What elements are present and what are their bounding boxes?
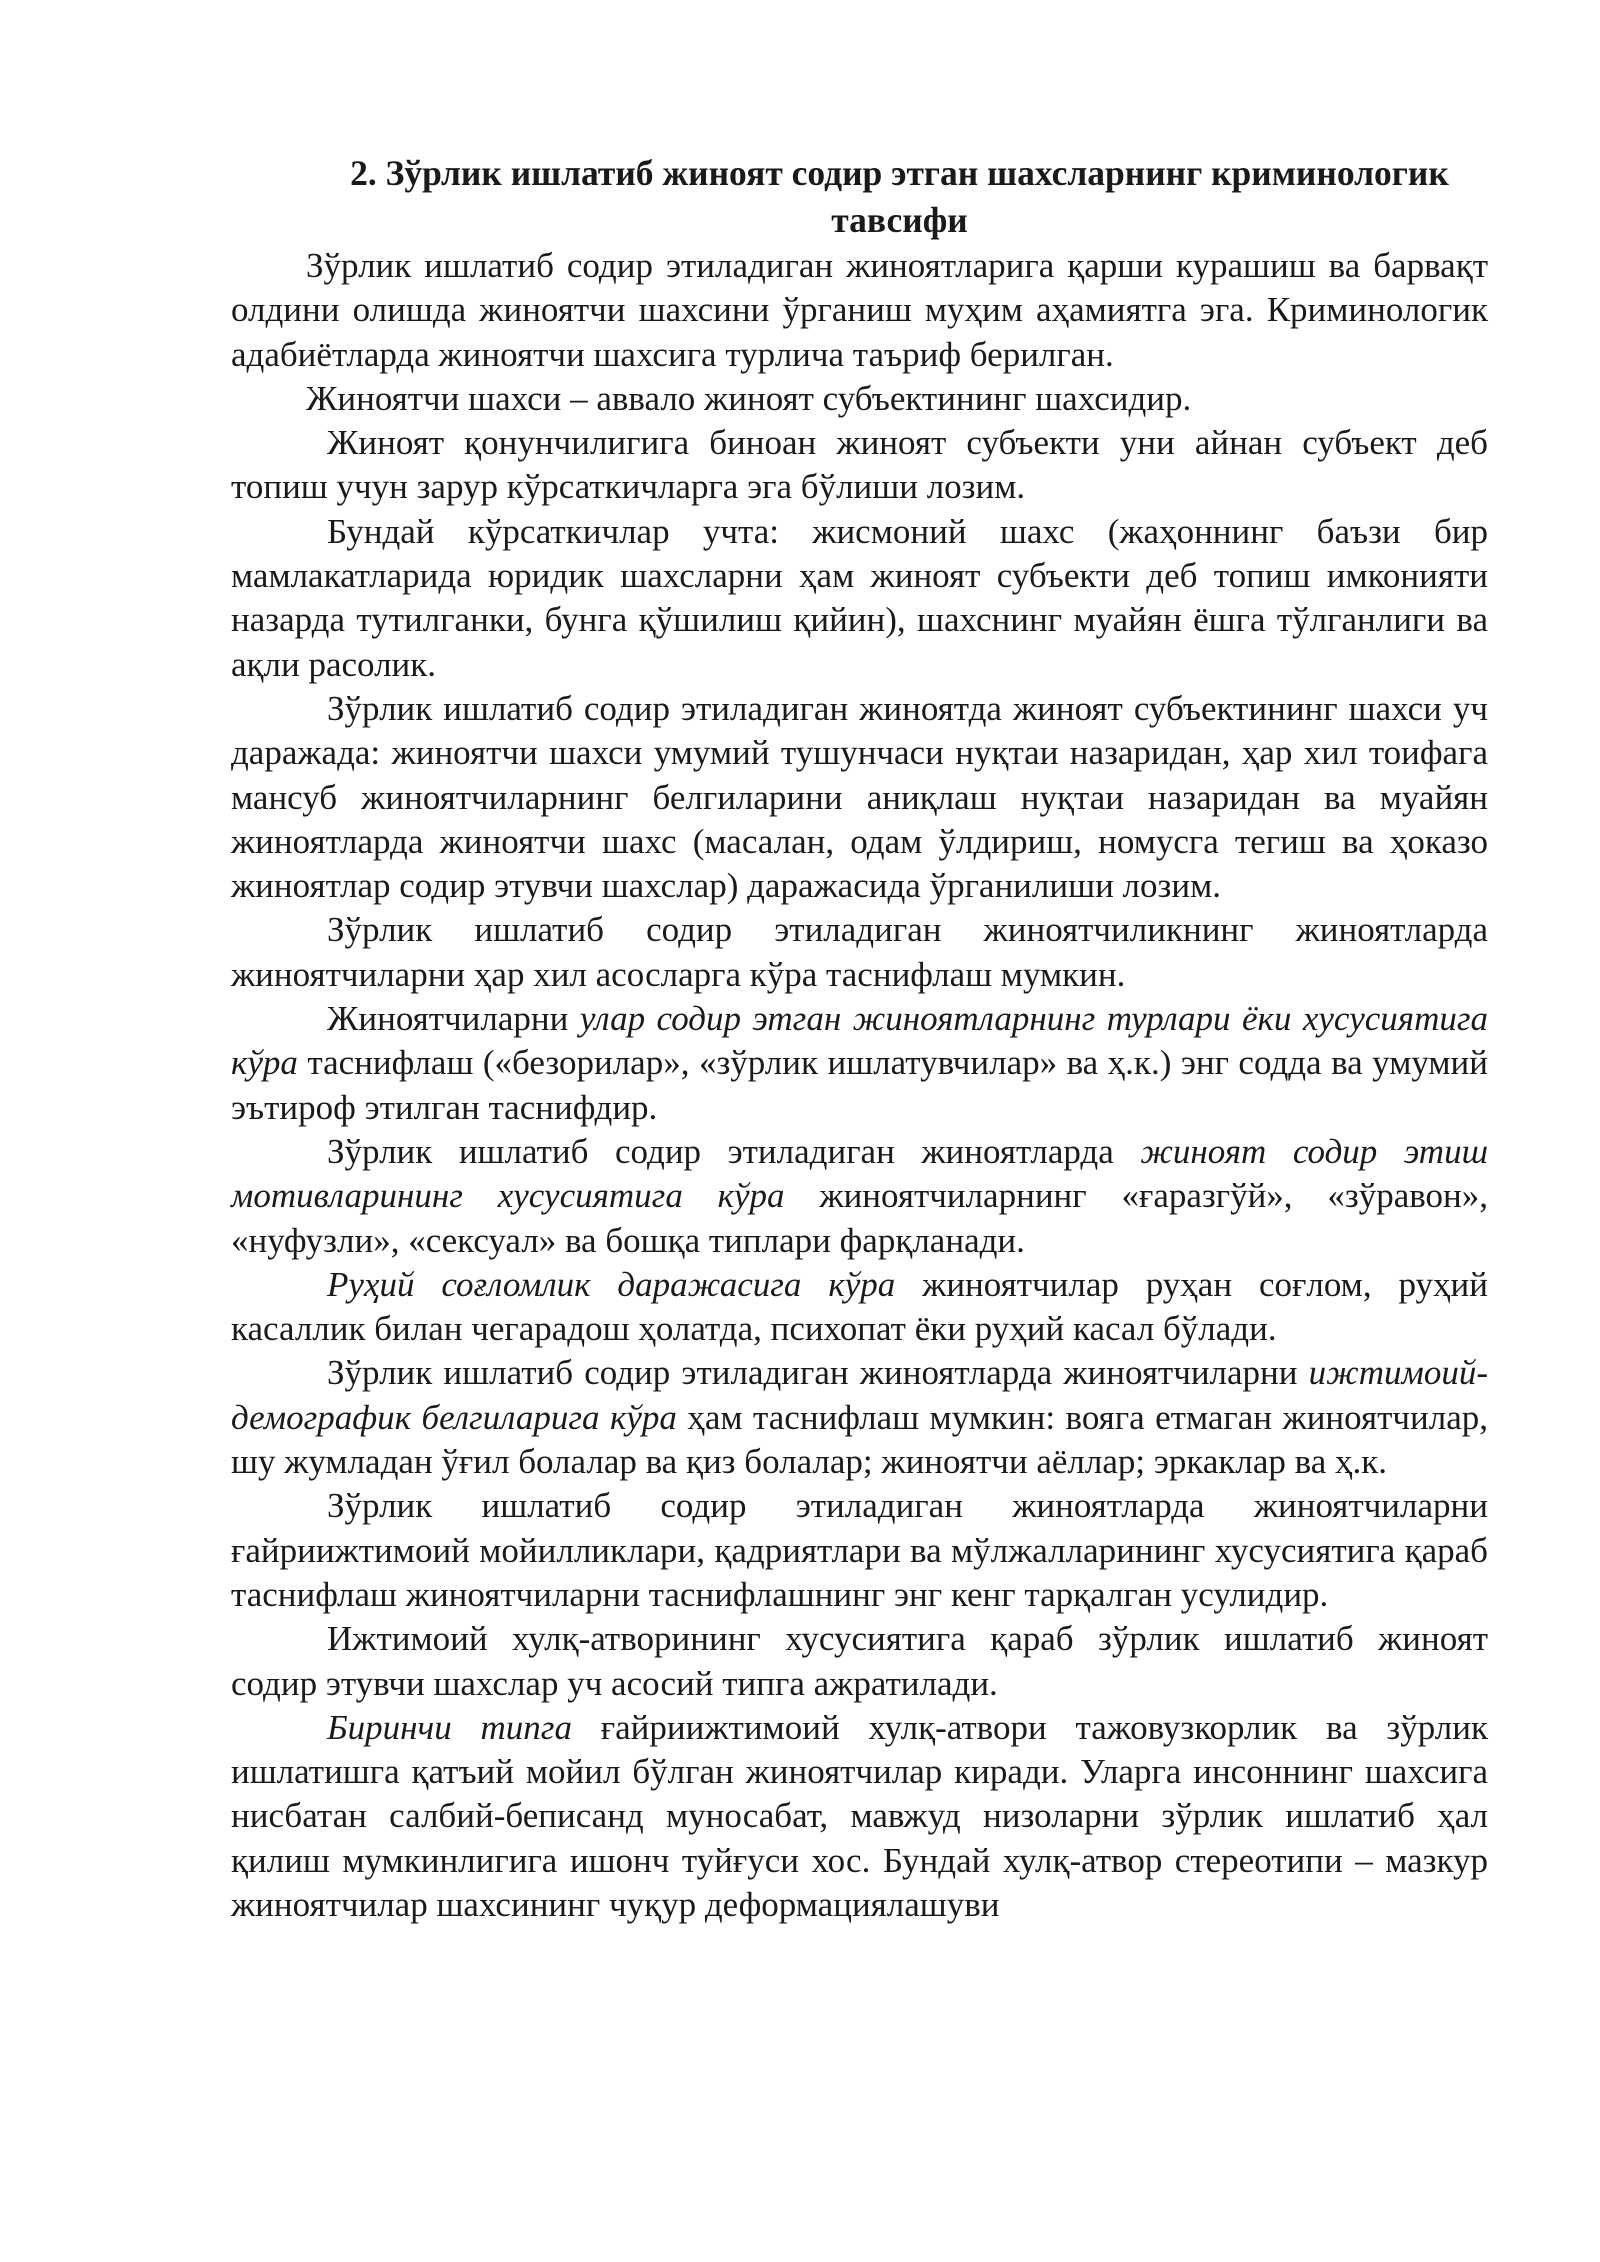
paragraph-7-italic: улар содир этган жиноятларнинг турлари ёки хусусиятига кўра [231,999,1489,1083]
paragraph-10-italic: ижтимоий-демографик белгиларига кўра [231,1353,1488,1437]
paragraph-8-text-c: жиноятчиларнинг «ғаразгўй», «зўравон», «нуфузли», «сексуал» ва бошқа типлари фарқланади. [231,1176,1488,1260]
section-title-line-2: тавсифи [831,200,968,240]
paragraph-7-text-a: Жиноятчиларни [327,999,580,1039]
section-title-line-1: 2. Зўрлик ишлатиб жиноят содир этган шахсларнинг криминологик [350,153,1449,193]
paragraph-12: Ижтимоий хулқ-атворининг хусусиятига қараб зўрлик ишлатиб жиноят содир этувчи шахслар уч асосий типга ажратилади. [231,1619,1488,1703]
paragraph-9-italic: Руҳий соғломлик даражасига кўра [327,1264,896,1304]
paragraph-7-text-c: таснифлаш («безорилар», «зўрлик ишлатувчилар» ва ҳ.к.) энг содда ва умумий эътироф этилган таснифдир. [231,1043,1488,1127]
paragraph-1: Зўрлик ишлатиб содир этиладиган жиноятларига қарши курашиш ва барвақт олдини олишда жиноятчи шахсини ўрганиш муҳим аҳамиятга эга. Криминологик адабиётларда жиноятчи шахсига турлича таъриф берилган. [231,246,1488,374]
paragraph-10 [231,1351,1488,1484]
paragraph-7 [231,997,1488,1130]
paragraph-8 [231,1130,1488,1263]
paragraph-11: Зўрлик ишлатиб содир этиладиган жиноятларда жиноятчиларни ғайриижтимоий мойилликлари, қадриятлари ва мўлжалларининг хусусиятига қараб таснифлаш жиноятчиларни таснифлашнинг энг кенг тарқалган усулидир. [231,1486,1488,1614]
document-body [231,150,1488,1927]
paragraph-10-text-c: ҳам таснифлаш мумкин: вояга етмаган жиноятчилар, шу жумладан ўғил болалар ва қиз болалар; жиноятчи аёллар; эркаклар ва ҳ.к. [231,1397,1488,1482]
paragraph-13-italic: Биринчи типга [327,1707,572,1747]
paragraph-9-text-b: жиноятчилар руҳан соғлом, руҳий касаллик билан чегарадош ҳолатда, психопат ёки руҳий касал бўлади. [231,1264,1488,1349]
paragraph-8-italic: жиноят содир этиш мотивларининг хусусиятига кўра [231,1131,1488,1216]
paragraph-5: Зўрлик ишлатиб содир этиладиган жиноятда жиноят субъектининг шахси уч даражада: жиноятчи шахси умумий тушунчаси нуқтаи назаридан, ҳар хил тоифага мансуб жиноятчиларнинг белгиларини аниқлаш нуқтаи назаридан ва муайян жиноятларда жиноятчи шахс (масалан, одам ўлдириш, номусга тегиш ва ҳоказо жиноятлар содир этувчи шахслар) даражасида ўрганилиши лозим. [231,688,1488,906]
paragraph-10-text-a: Зўрлик ишлатиб содир этиладиган жиноятларда жиноятчиларни [327,1353,1309,1393]
paragraph-13 [231,1706,1488,1927]
paragraph-9 [231,1263,1488,1352]
paragraph-3: Жиноят қонунчилигига биноан жиноят субъекти уни айнан субъект деб топиш учун зарур кўрсаткичларга эга бўлиши лозим. [231,423,1488,507]
paragraph-2: Жиноятчи шахси – аввало жиноят субъектининг шахсидир. [306,378,1192,418]
paragraph-6: Зўрлик ишлатиб содир этиладиган жиноятчиликнинг жиноятларда жиноятчиларни ҳар хил асосларга кўра таснифлаш мумкин. [231,910,1488,994]
paragraph-8-text-a: Зўрлик ишлатиб содир этиладиган жиноятларда [327,1131,1141,1171]
paragraph-4: Бундай кўрсаткичлар учта: жисмоний шахс (жаҳоннинг баъзи бир мамлакатларида юридик шахсларни ҳам жиноят субъекти деб топиш имконияти назарда тутилганки, бунга қўшилиш қийин), шахснинг муайян ёшга тўлганлиги ва ақли расолик. [231,511,1488,684]
section-title [231,150,1488,244]
paragraph-13-text-b: ғайриижтимоий хулқ-атвори тажовузкорлик ва зўрлик ишлатишга қатъий мойил бўлган жиноятчилар киради. Уларга инсоннинг шахсига нисбатан салбий-беписанд муносабат, мавжуд низоларни зўрлик ишлатиб ҳал қилиш мумкинлигига ишонч туйғуси хос. Бундай хулқ-атвор стереотипи – мазкур жиноятчилар шахсининг чуқур деформациялашуви [231,1707,1488,1924]
